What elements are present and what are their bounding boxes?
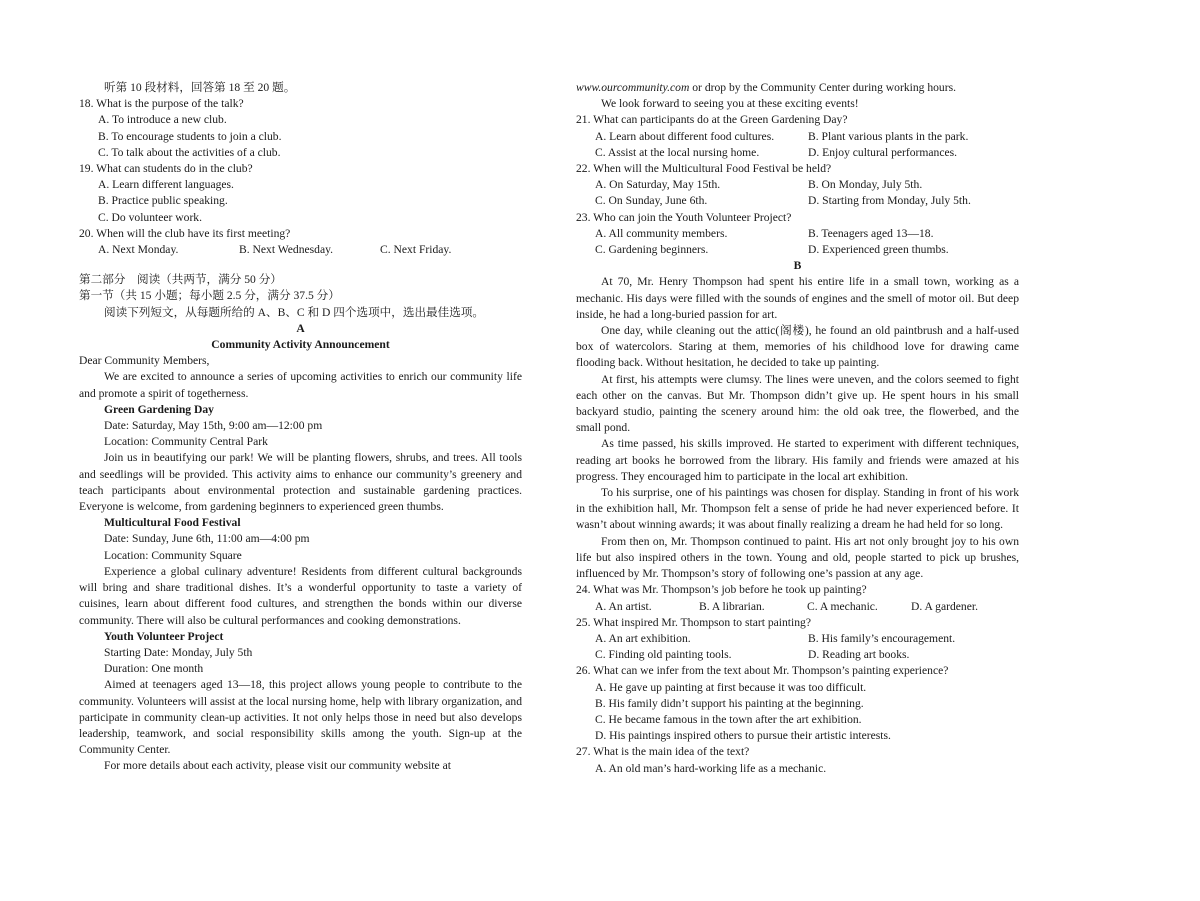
story-paragraph: At first, his attempts were clumsy. The lines were uneven, and the colors seemed to fight each other on the canvas. But Mr. Thompson didn’t give up. He spent hours in his small backyard studio, painting the scenery around him: the old oak tree, the flowerbed, and the small pond. <box>576 372 1019 435</box>
story-paragraph: One day, while cleaning out the attic(阁楼), he found an old paintbrush and a half-used box of watercolors. Staring at them, memories of his childhood love for drawing came flooding back. Without hesitation, he decided to take up painting. <box>576 324 1019 370</box>
intro-paragraph: We are excited to announce a series of upcoming activities to enrich our community life and promote a spirit of togetherness. <box>79 370 522 400</box>
option: D. Enjoy cultural performances. <box>808 145 958 159</box>
option: A. On Saturday, May 15th. <box>595 178 721 192</box>
event-duration: Duration: One month <box>104 662 204 676</box>
options-row <box>576 177 1019 193</box>
option: B. On Monday, July 5th. <box>808 178 923 192</box>
options-row <box>576 647 1019 663</box>
event-location: Location: Community Square <box>104 548 242 562</box>
option: B. His family’s encouragement. <box>808 631 956 645</box>
options-row <box>576 193 1019 209</box>
option: D. Reading art books. <box>808 648 910 662</box>
option: C. Do volunteer work. <box>98 210 203 224</box>
options-row <box>576 599 1019 615</box>
option: A. To introduce a new club. <box>98 113 227 127</box>
option: A. An artist. <box>595 599 652 613</box>
question-20: 20. When will the club have its first meeting? <box>79 226 291 240</box>
option: B. Teenagers aged 13—18. <box>808 226 934 240</box>
event-location: Location: Community Central Park <box>104 435 268 449</box>
option: B. Plant various plants in the park. <box>808 129 969 143</box>
greeting: Dear Community Members, <box>79 354 210 368</box>
reading-instructions: 阅读下列短文，从每题所给的 A、B、C 和 D 四个选项中，选出最佳选项。 <box>104 305 485 319</box>
option: C. Finding old painting tools. <box>595 648 732 662</box>
option: C. Next Friday. <box>380 243 452 257</box>
question-25: 25. What inspired Mr. Thompson to start painting? <box>576 615 811 629</box>
question-22: 22. When will the Multicultural Food Festival be held? <box>576 162 832 176</box>
option: A. All community members. <box>595 226 728 240</box>
event-description: Experience a global culinary adventure! Residents from different cultural backgrounds will bring and share traditional dishes. It’s a wonderful opportunity to taste a variety of cuisines, learn about different food cultures, and strengthen the bonds within our diverse community. There will also be cultural performances and cooking demonstrations. <box>79 564 522 627</box>
options-row <box>576 145 1019 161</box>
right-column <box>576 80 1019 777</box>
options-row <box>576 631 1019 647</box>
option: B. Next Wednesday. <box>239 243 334 257</box>
options-row <box>576 242 1019 258</box>
option: A. Learn about different food cultures. <box>595 129 775 143</box>
option: C. On Sunday, June 6th. <box>595 194 708 208</box>
website-tail: or drop by the Community Center during working hours. <box>689 81 956 94</box>
website-link: www.ourcommunity.com <box>576 81 690 94</box>
option: B. Practice public speaking. <box>98 194 228 208</box>
options-row <box>576 226 1019 242</box>
option: C. Assist at the local nursing home. <box>595 145 760 159</box>
option: D. Experienced green thumbs. <box>808 243 949 257</box>
question-21: 21. What can participants do at the Green Gardening Day? <box>576 113 848 127</box>
event-title: Multicultural Food Festival <box>104 516 241 530</box>
event-date: Date: Saturday, May 15th, 9:00 am—12:00 pm <box>104 419 323 433</box>
story-paragraph: At 70, Mr. Henry Thompson had spent his entire life in a small town, working as a mechanic. His days were filled with the sounds of engines and the smell of motor oil. But deep inside, he had a long-buried passion for art. <box>576 275 1019 321</box>
story-paragraph: As time passed, his skills improved. He started to experiment with different techniques, reading art books he borrowed from the library. His family and friends were amazed at his progress. They encouraged him to participate in the local art exhibition. <box>576 437 1019 483</box>
option: D. Starting from Monday, July 5th. <box>808 194 971 208</box>
website-line <box>576 80 1019 96</box>
option: A. An art exhibition. <box>595 631 691 645</box>
event-description: Aimed at teenagers aged 13—18, this project allows young people to contribute to the community. Volunteers will assist at the local nursing home, help with library organization, and participate in community clean-up activities. It not only helps those in need but also develops leadership, teamwork, and social responsibility skills among the youth. Sign-up at the Community Center. <box>79 678 522 757</box>
option: A. He gave up painting at first because it was too difficult. <box>595 680 867 694</box>
part2-title: 第二部分 阅读（共两节，满分 50 分） <box>79 273 282 287</box>
left-column <box>79 80 522 775</box>
event-date: Date: Sunday, June 6th, 11:00 am—4:00 pm <box>104 532 310 546</box>
event-date: Starting Date: Monday, July 5th <box>104 645 253 659</box>
closing: We look forward to seeing you at these exciting events! <box>601 97 859 111</box>
option: C. He became famous in the town after the art exhibition. <box>595 712 862 726</box>
option: D. A gardener. <box>911 599 978 613</box>
option: C. Gardening beginners. <box>595 243 709 257</box>
passage-label-a: A <box>296 321 305 335</box>
event-title: Youth Volunteer Project <box>104 629 224 643</box>
option: A. Learn different languages. <box>98 178 234 192</box>
option: C. A mechanic. <box>807 599 878 613</box>
section1-title: 第一节（共 15 小题；每小题 2.5 分，满分 37.5 分） <box>79 289 340 303</box>
event-description: Join us in beautifying our park! We will be planting flowers, shrubs, and trees. All tools and seedlings will be provided. This activity aims to enhance our community’s greenery and teach participants about environmental protection and sustainable gardening practices. Everyone is welcome, from gardening beginners to experienced green thumbs. <box>79 451 522 514</box>
question-26: 26. What can we infer from the text about Mr. Thompson’s painting experience? <box>576 664 949 678</box>
option: B. To encourage students to join a club. <box>98 129 282 143</box>
more-details: For more details about each activity, please visit our community website at <box>104 759 451 773</box>
question-18: 18. What is the purpose of the talk? <box>79 97 244 111</box>
question-23: 23. Who can join the Youth Volunteer Project? <box>576 210 792 224</box>
options-row <box>79 242 522 258</box>
option: B. His family didn’t support his painting at the beginning. <box>595 696 864 710</box>
story-paragraph: From then on, Mr. Thompson continued to paint. His art not only brought joy to his own life but also inspired others in the town. Young and old, people started to pick up brushes, influenced by Mr. Thompson’s story of following one’s passion at any age. <box>576 534 1019 581</box>
passage-label-b: B <box>793 259 802 273</box>
listening-intro: 听第 10 段材料，回答第 18 至 20 题。 <box>104 81 296 94</box>
question-24: 24. What was Mr. Thompson’s job before he took up painting? <box>576 583 867 597</box>
story-paragraph: To his surprise, one of his paintings was chosen for display. Standing in front of his work in the exhibition hall, Mr. Thompson felt a sense of pride he had never experienced before. It wasn’t about winning awards; it was about finally realizing a dream he had held for so long. <box>576 486 1019 532</box>
question-27: 27. What is the main idea of the text? <box>576 745 750 759</box>
options-row <box>576 129 1019 145</box>
option: A. An old man’s hard-working life as a mechanic. <box>595 761 827 775</box>
option: C. To talk about the activities of a club. <box>98 145 281 159</box>
announcement-title: Community Activity Announcement <box>211 338 390 352</box>
event-title: Green Gardening Day <box>104 402 214 416</box>
option: A. Next Monday. <box>98 243 179 257</box>
option: B. A librarian. <box>699 599 765 613</box>
option: D. His paintings inspired others to pursue their artistic interests. <box>595 729 891 743</box>
question-19: 19. What can students do in the club? <box>79 162 253 176</box>
